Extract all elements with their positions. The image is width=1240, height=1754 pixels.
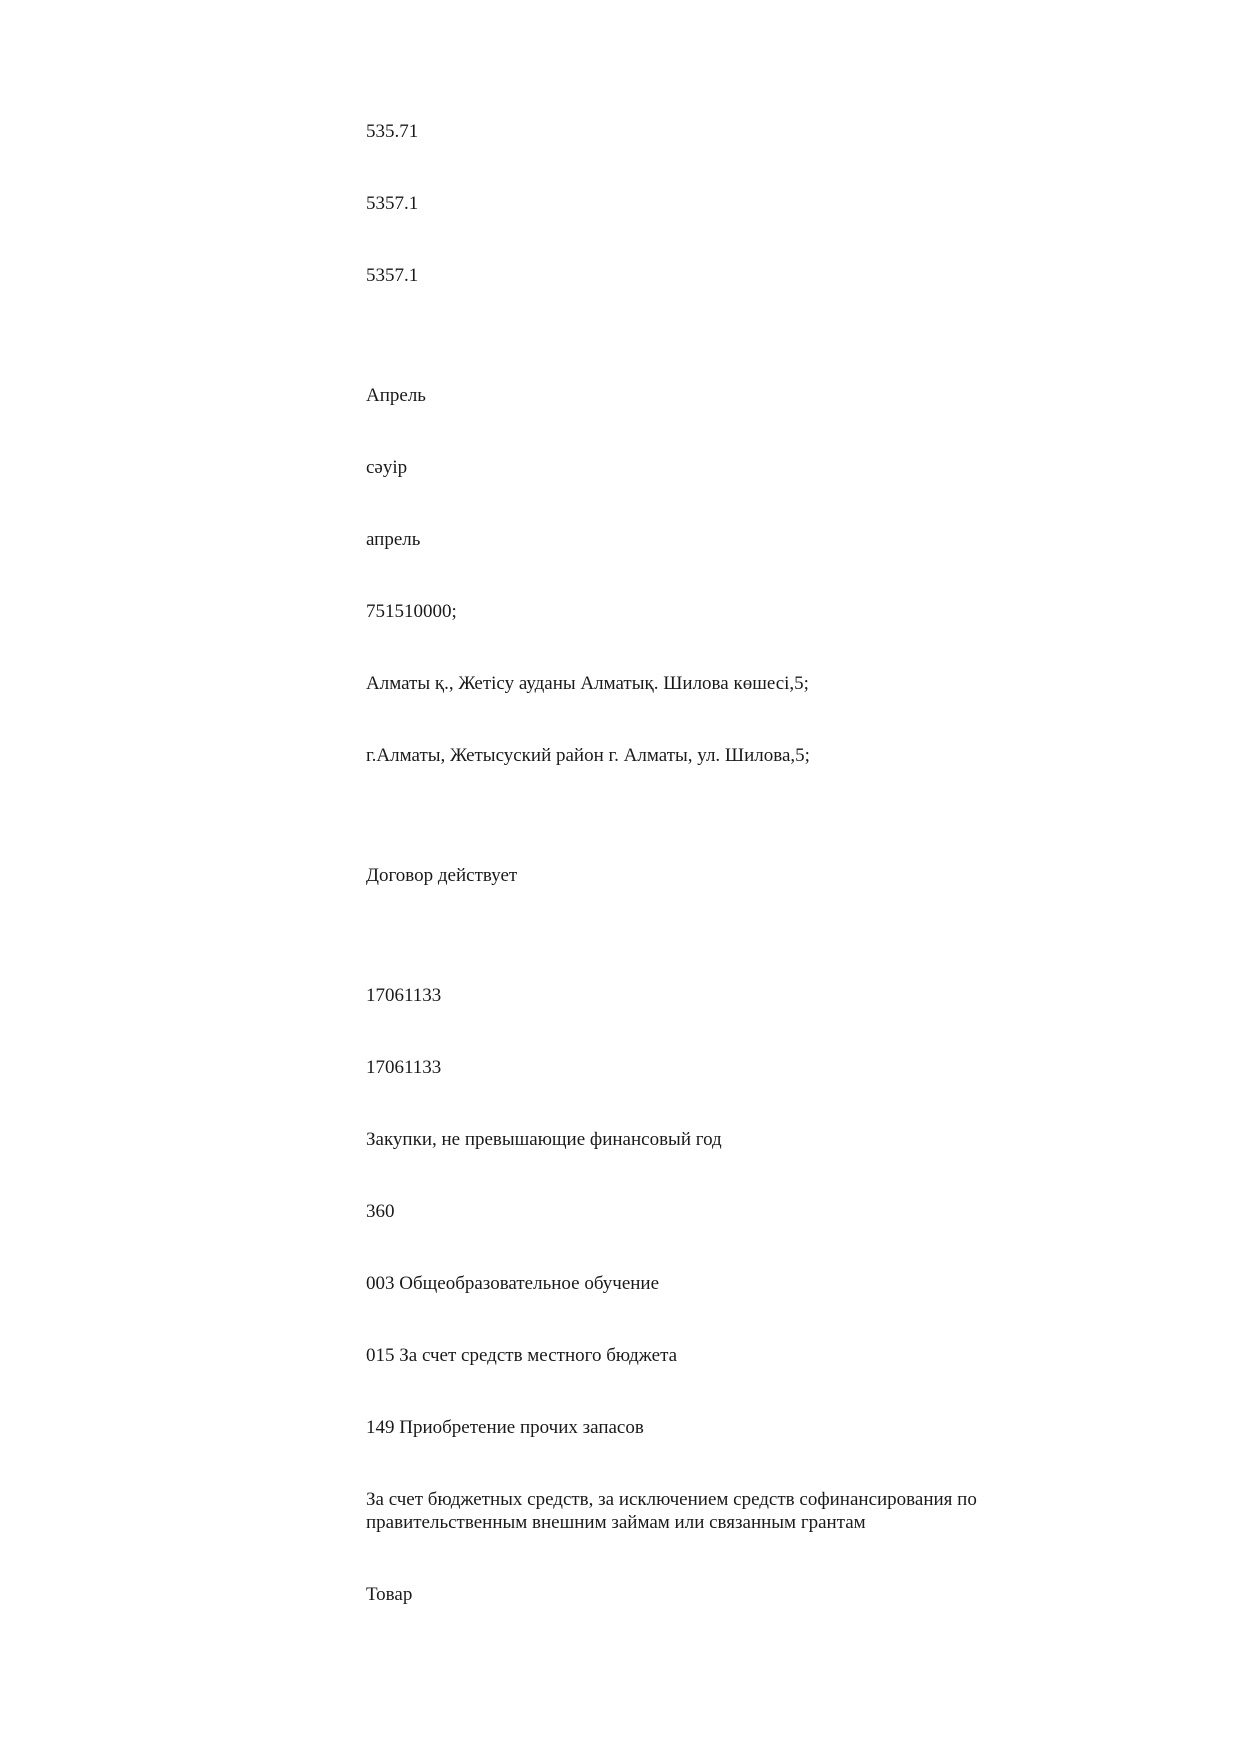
- text-line-address-ru: г.Алматы, Жетысуский район г. Алматы, ул. Шилова,5;: [366, 745, 810, 766]
- text-line-funding-source: За счет бюджетных средств, за исключением средств софинансирования по правительственным внешним займам или связанным грантам: [366, 1489, 977, 1533]
- text-line-contract-status: Договор действует: [366, 865, 518, 886]
- text-line-amount-3: 5357.1: [366, 265, 419, 286]
- text-line-code: 751510000;: [366, 601, 457, 622]
- text-line-amount-1: 535.71: [366, 121, 419, 142]
- text-line-subprogram: 015 За счет средств местного бюджета: [366, 1345, 678, 1366]
- text-line-procurement-type: Закупки, не превышающие финансовый год: [366, 1129, 722, 1150]
- text-line-amount-2: 5357.1: [366, 193, 419, 214]
- text-line-item-type: Товар: [366, 1584, 413, 1605]
- text-line-number-2: 17061133: [366, 1057, 442, 1078]
- text-line-program: 003 Общеобразовательное обучение: [366, 1273, 660, 1294]
- text-line-month-ru-lower: апрель: [366, 529, 421, 550]
- text-line-month-kz: сәуір: [366, 457, 408, 478]
- text-line-month-ru: Апрель: [366, 385, 426, 406]
- text-line-address-kz: Алматы қ., Жетісу ауданы Алматық. Шилова көшесі,5;: [366, 673, 809, 694]
- text-line-specifics: 149 Приобретение прочих запасов: [366, 1417, 644, 1438]
- text-line-number-1: 17061133: [366, 985, 442, 1006]
- text-line-days: 360: [366, 1201, 395, 1222]
